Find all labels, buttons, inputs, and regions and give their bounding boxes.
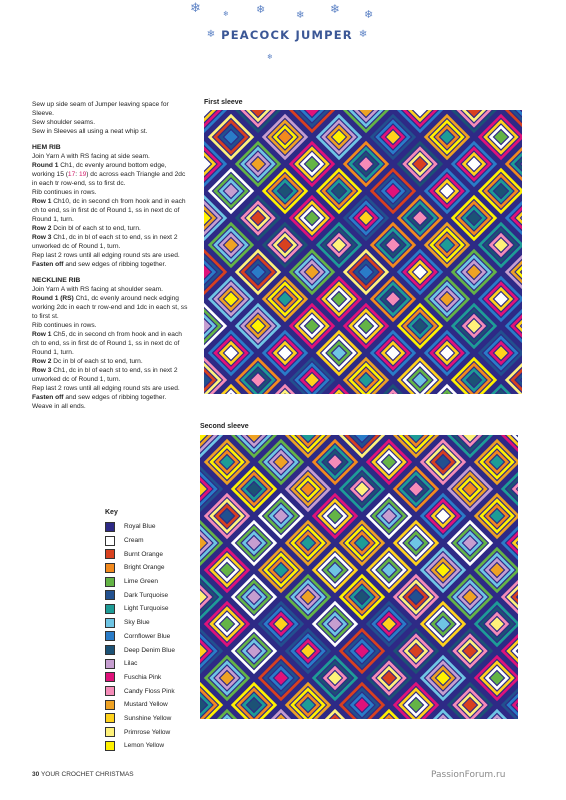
instruction-round: Round 1 Ch1, dc evenly around bottom edge, working 15 (17: 19) dc across each Triangle and 2dc in each tr row-end, ss to first dc.: [32, 162, 186, 187]
key-row: [105, 520, 205, 534]
second-sleeve-label: Second sleeve: [200, 423, 249, 430]
key-label: Fuschia Pink: [124, 673, 162, 681]
snowflake-icon: ❄: [330, 2, 341, 16]
instruction-line: Rep last 2 rows until all edging round sts are used.: [32, 385, 180, 392]
intro-line: Sew up side seam of Jumper leaving space for Sleeve.: [32, 101, 169, 117]
key-label: Lemon Yellow: [124, 742, 165, 750]
snowflake-icon: ❄: [206, 29, 216, 40]
key-row: [105, 657, 205, 671]
key-row: [105, 630, 205, 644]
key-label: Light Turquoise: [124, 605, 169, 613]
section-heading-neckline-rib: NECKLINE RIB: [32, 277, 81, 284]
page-title: PEACOCK JUMPER: [221, 28, 353, 42]
key-label: Cornflower Blue: [124, 632, 171, 640]
key-row: [105, 671, 205, 685]
key-row: [105, 712, 205, 726]
key-label: Mustard Yellow: [124, 701, 168, 709]
key-label: Royal Blue: [124, 523, 156, 531]
colour-swatch: [105, 672, 115, 682]
snowflake-icon: ❄: [267, 53, 273, 61]
key-label: Deep Denim Blue: [124, 646, 175, 654]
instruction-line: Rib continues in rows.: [32, 189, 97, 196]
key-row: [105, 698, 205, 712]
colour-swatch: [105, 549, 115, 559]
key-row: [105, 725, 205, 739]
colour-swatch: [105, 563, 115, 573]
first-sleeve-label: First sleeve: [204, 99, 243, 106]
instruction-line: Weave in all ends.: [32, 403, 86, 410]
colour-swatch: [105, 645, 115, 655]
key-title: Key: [105, 509, 118, 516]
key-row: [105, 561, 205, 575]
colour-swatch: [105, 618, 115, 628]
key-row: [105, 684, 205, 698]
page-number: 30: [32, 771, 40, 778]
snowflake-icon: ❄: [223, 10, 229, 18]
colour-swatch: [105, 741, 115, 751]
key-label: Bright Orange: [124, 564, 165, 572]
first-sleeve-chart: [204, 110, 522, 394]
colour-swatch: [105, 631, 115, 641]
instruction-row: Row 1 Ch5, dc in second ch from hook and in each ch to end, ss in first dc of Round 1, ss in next dc of Round 1, turn.: [32, 331, 182, 356]
colour-key: [105, 509, 205, 753]
key-row: [105, 643, 205, 657]
snowflake-icon: ❄: [256, 3, 266, 16]
instruction-row: Fasten off and sew edges of ribbing together.: [32, 394, 167, 401]
snowflake-icon: ❄: [190, 1, 201, 16]
key-row: [105, 575, 205, 589]
snowflake-icon: ❄: [364, 8, 374, 21]
colour-swatch: [105, 700, 115, 710]
instruction-row: Row 3 Ch1, dc in bl of each st to end, ss in next 2 unworked dc of Round 1, turn.: [32, 234, 178, 250]
section-heading-hem-rib: HEM RIB: [32, 144, 61, 151]
colour-swatch: [105, 727, 115, 737]
page-footer: [32, 771, 134, 778]
key-label: Candy Floss Pink: [124, 687, 175, 695]
instruction-row: Row 2 Dcin bl of each st to end, turn.: [32, 225, 141, 232]
colour-swatch: [105, 686, 115, 696]
intro-line: Sew shoulder seams.: [32, 119, 96, 126]
watermark: PassionForum.ru: [431, 770, 506, 780]
colour-swatch: [105, 713, 115, 723]
instruction-line: Join Yarn A with RS facing at shoulder seam.: [32, 286, 163, 293]
intro-line: Sew in Sleeves all using a neat whip st.: [32, 128, 148, 135]
colour-swatch: [105, 536, 115, 546]
colour-swatch: [105, 659, 115, 669]
colour-swatch: [105, 604, 115, 614]
instruction-round: Round 1 (RS) Ch1, dc evenly around neck edging working 2dc in each tr row-end and 1dc in each st, ss to first st.: [32, 295, 188, 320]
instruction-row: Fasten off and sew edges of ribbing together.: [32, 261, 167, 268]
key-label: Sky Blue: [124, 619, 150, 627]
instruction-line: Join Yarn A with RS facing at side seam.: [32, 153, 150, 160]
key-row: [105, 534, 205, 548]
page-header: [192, 24, 382, 46]
key-label: Dark Turquoise: [124, 591, 169, 599]
key-label: Burnt Orange: [124, 550, 164, 558]
instruction-row: Row 1 Ch10, dc in second ch from hook and in each ch to end, ss in first dc of Round 1, ss in next dc of Round 1, turn.: [32, 198, 186, 223]
instruction-row: Row 2 Dc in bl of each st to end, turn.: [32, 358, 143, 365]
colour-swatch: [105, 522, 115, 532]
key-row: [105, 588, 205, 602]
key-label: Cream: [124, 537, 144, 545]
instruction-row: Row 3 Ch1, dc in bl of each st to end, ss in next 2 unworked dc of Round 1, turn.: [32, 367, 178, 383]
colour-swatch: [105, 577, 115, 587]
instruction-line: Rep last 2 rows until all edging round sts are used.: [32, 252, 180, 259]
second-sleeve-chart: [200, 435, 518, 719]
colour-swatch: [105, 590, 115, 600]
key-row: [105, 547, 205, 561]
snowflake-icon: ❄: [358, 29, 368, 40]
instruction-line: Rib continues in rows.: [32, 322, 97, 329]
key-label: Lilac: [124, 660, 138, 668]
snowflake-icon: ❄: [296, 10, 305, 21]
instructions-column: [32, 100, 190, 411]
key-row: [105, 616, 205, 630]
key-label: Sunshine Yellow: [124, 714, 172, 722]
key-label: Primrose Yellow: [124, 728, 171, 736]
key-row: [105, 602, 205, 616]
key-label: Lime Green: [124, 578, 158, 586]
key-row: [105, 739, 205, 753]
publication-name: YOUR CROCHET CHRISTMAS: [40, 771, 134, 778]
